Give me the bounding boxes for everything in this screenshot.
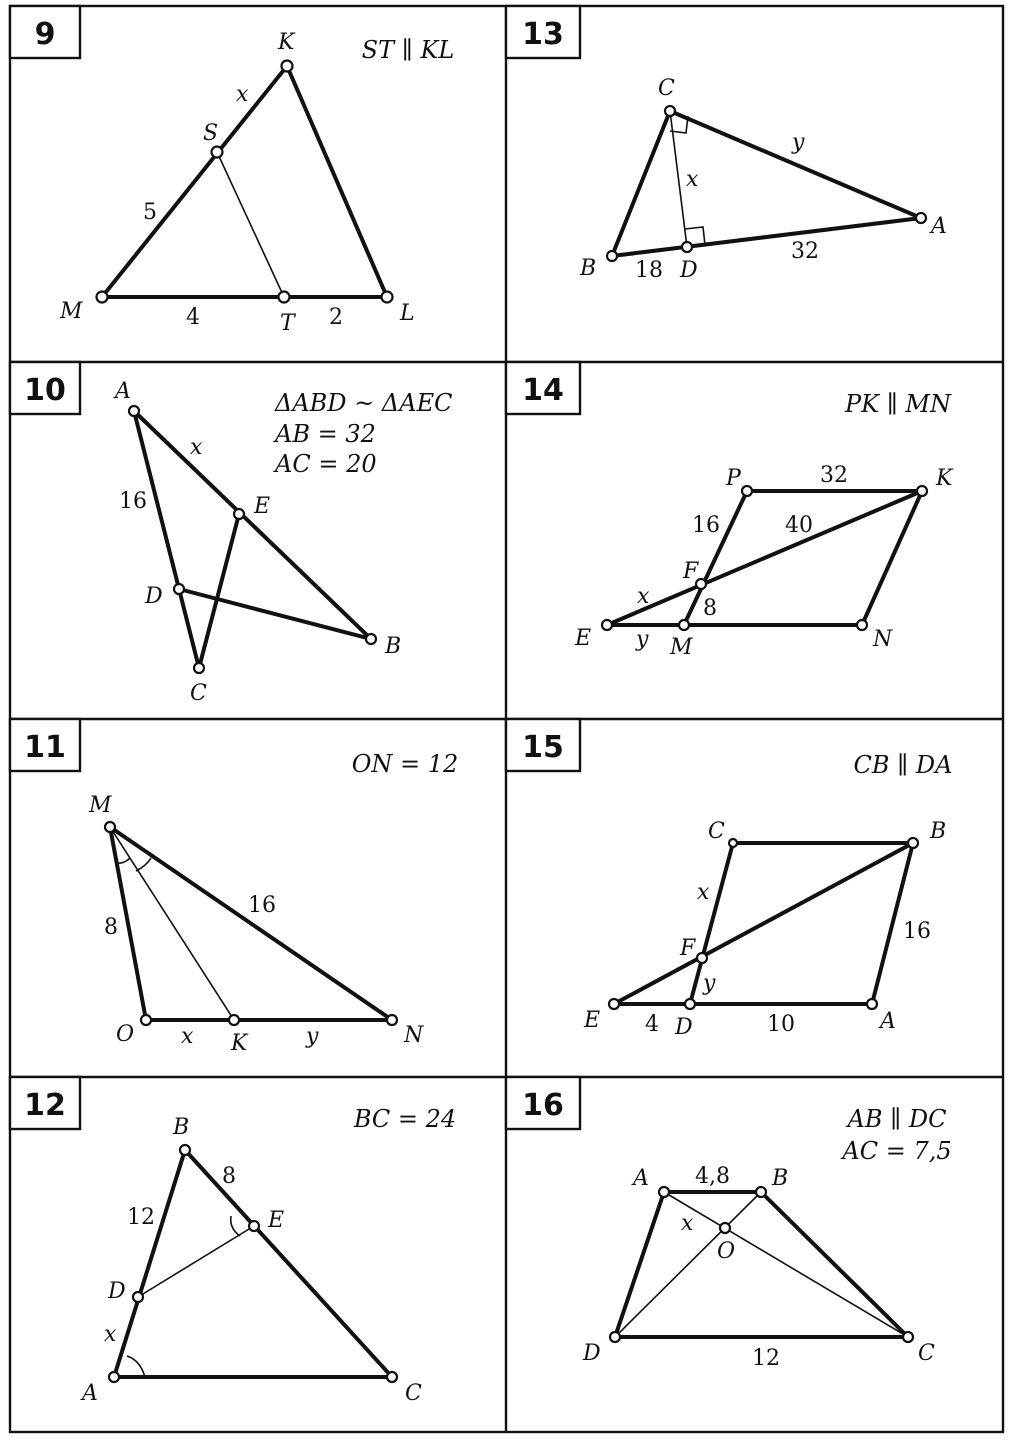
point-C bbox=[194, 663, 204, 673]
condition-line: CB ∥ DA bbox=[853, 751, 953, 779]
label-F: F bbox=[680, 936, 696, 961]
value-AB: 4,8 bbox=[695, 1164, 730, 1189]
label-E: E bbox=[575, 626, 592, 651]
label-L: L bbox=[400, 301, 415, 326]
value-KN: y bbox=[306, 1024, 319, 1049]
label-A: A bbox=[931, 214, 947, 239]
problem-number: 9 bbox=[34, 17, 56, 52]
value-SK: x bbox=[236, 82, 249, 107]
value-ED: 4 bbox=[645, 1012, 659, 1037]
point-B bbox=[908, 838, 918, 848]
point-P bbox=[742, 486, 752, 496]
condition-line: ST ∥ KL bbox=[361, 36, 455, 64]
problem-number: 10 bbox=[24, 373, 66, 408]
point-K bbox=[917, 486, 927, 496]
point-L bbox=[382, 292, 393, 303]
condition-line: ON = 12 bbox=[351, 750, 459, 778]
problem-16 bbox=[506, 1077, 952, 1371]
value-DA: x bbox=[104, 1322, 117, 1347]
point-T bbox=[279, 292, 290, 303]
problem-14 bbox=[506, 362, 954, 660]
value-MT: 4 bbox=[186, 305, 200, 330]
condition-line: ΔABD ~ ΔAEC bbox=[275, 389, 453, 417]
problem-11 bbox=[10, 719, 458, 1056]
value-PK: 32 bbox=[820, 463, 848, 488]
value-BE: 8 bbox=[222, 1164, 236, 1189]
problem-9 bbox=[10, 6, 454, 336]
label-B: B bbox=[385, 634, 402, 659]
label-E: E bbox=[268, 1208, 285, 1233]
point-B bbox=[756, 1187, 766, 1197]
label-E: E bbox=[254, 494, 271, 519]
value-MO: 8 bbox=[104, 915, 118, 940]
label-C: C bbox=[708, 819, 725, 844]
triangle-BAC bbox=[114, 1150, 392, 1377]
value-FD: y bbox=[703, 971, 716, 996]
label-M: M bbox=[89, 793, 112, 818]
label-C: C bbox=[658, 76, 675, 101]
point-D bbox=[682, 242, 692, 252]
point-A bbox=[867, 999, 877, 1009]
label-O: O bbox=[116, 1022, 135, 1047]
point-O bbox=[141, 1015, 151, 1025]
value-CD: x bbox=[686, 167, 699, 192]
problem-number: 16 bbox=[522, 1088, 564, 1123]
condition-line: AC = 20 bbox=[275, 450, 377, 478]
label-A: A bbox=[115, 379, 131, 404]
label-D: D bbox=[145, 584, 163, 609]
condition-line: AB ∥ DC bbox=[847, 1105, 947, 1133]
value-AE: x bbox=[190, 435, 203, 460]
point-B bbox=[607, 251, 617, 261]
value-DA: 32 bbox=[791, 239, 819, 264]
value-EM: y bbox=[636, 627, 649, 652]
label-C: C bbox=[918, 1341, 935, 1366]
value-MN: 16 bbox=[248, 893, 276, 918]
label-A: A bbox=[633, 1166, 649, 1191]
angle-arc-E bbox=[231, 1216, 240, 1236]
label-K: K bbox=[278, 30, 295, 55]
label-B: B bbox=[930, 819, 947, 844]
point-A bbox=[916, 213, 926, 223]
point-C bbox=[729, 839, 737, 847]
value-BD: 12 bbox=[127, 1205, 155, 1230]
label-O: O bbox=[717, 1239, 736, 1264]
angle-arc-OMK bbox=[117, 858, 130, 863]
value-AD: 16 bbox=[119, 489, 147, 514]
point-C bbox=[665, 106, 675, 116]
problem-13 bbox=[506, 6, 947, 283]
diagonal-AC bbox=[664, 1192, 908, 1337]
point-M bbox=[97, 292, 108, 303]
point-E bbox=[249, 1221, 259, 1231]
label-C: C bbox=[190, 681, 207, 706]
label-B: B bbox=[772, 1166, 789, 1191]
point-C bbox=[903, 1332, 913, 1342]
segments-KE-EM bbox=[607, 491, 922, 625]
problem-number: 15 bbox=[522, 730, 564, 765]
point-F bbox=[697, 953, 707, 963]
point-A bbox=[129, 406, 139, 416]
label-K: K bbox=[231, 1031, 248, 1056]
segment-ST bbox=[217, 152, 284, 297]
point-S bbox=[212, 147, 223, 158]
condition-line: AB = 32 bbox=[275, 420, 376, 448]
label-P: P bbox=[726, 466, 741, 491]
trapezoid-ABCD bbox=[615, 1192, 908, 1337]
triangle-MON bbox=[110, 827, 392, 1020]
label-D: D bbox=[680, 258, 698, 283]
point-D bbox=[610, 1332, 620, 1342]
label-E: E bbox=[584, 1008, 601, 1033]
label-N: N bbox=[404, 1023, 424, 1048]
problem-number: 14 bbox=[522, 373, 564, 408]
label-A: A bbox=[82, 1381, 98, 1406]
point-C bbox=[387, 1372, 397, 1382]
label-B: B bbox=[580, 256, 597, 281]
value-OK: x bbox=[181, 1024, 194, 1049]
parallelogram-CBAD bbox=[690, 843, 913, 1004]
point-N bbox=[387, 1015, 397, 1025]
point-K bbox=[282, 61, 293, 72]
label-D: D bbox=[583, 1341, 601, 1366]
condition-line: BC = 24 bbox=[353, 1105, 457, 1133]
point-E bbox=[602, 620, 612, 630]
value-BD: 18 bbox=[635, 258, 663, 283]
point-O bbox=[720, 1223, 730, 1233]
value-CA: y bbox=[792, 130, 805, 155]
problem-12 bbox=[10, 1077, 456, 1406]
label-D: D bbox=[108, 1279, 126, 1304]
condition-line: PK ∥ MN bbox=[845, 390, 951, 418]
segment-DE bbox=[138, 1226, 254, 1297]
value-FK: 40 bbox=[785, 513, 813, 538]
point-E bbox=[234, 509, 244, 519]
value-PF: 16 bbox=[692, 513, 720, 538]
label-T: T bbox=[280, 311, 295, 336]
point-D bbox=[174, 584, 184, 594]
problem-number: 13 bbox=[522, 17, 564, 52]
label-A: A bbox=[880, 1009, 896, 1034]
label-K: K bbox=[936, 466, 953, 491]
point-E bbox=[609, 999, 619, 1009]
angle-arc-KMN bbox=[136, 858, 151, 871]
label-F: F bbox=[683, 559, 699, 584]
value-MS: 5 bbox=[143, 200, 157, 225]
segments-BE-ED bbox=[614, 843, 913, 1004]
value-CF: x bbox=[697, 880, 710, 905]
label-M: M bbox=[60, 299, 83, 324]
problem-number: 12 bbox=[24, 1088, 66, 1123]
label-N: N bbox=[873, 627, 893, 652]
point-K bbox=[229, 1015, 239, 1025]
condition-line: AC = 7,5 bbox=[842, 1137, 952, 1165]
point-M bbox=[105, 822, 115, 832]
problem-10 bbox=[10, 362, 452, 706]
problem-number: 11 bbox=[24, 730, 66, 765]
value-FM: 8 bbox=[703, 596, 717, 621]
label-M: M bbox=[670, 635, 693, 660]
label-C: C bbox=[405, 1381, 422, 1406]
point-D bbox=[685, 999, 695, 1009]
triangle-CBA bbox=[612, 111, 921, 256]
label-S: S bbox=[203, 121, 219, 146]
angle-arc-A bbox=[127, 1356, 145, 1377]
problem-15 bbox=[506, 719, 952, 1040]
value-EF: x bbox=[637, 584, 650, 609]
point-A bbox=[109, 1372, 119, 1382]
parallelogram-PKNM bbox=[684, 491, 922, 625]
segments-AC-CE bbox=[134, 411, 239, 668]
value-BA: 16 bbox=[903, 919, 931, 944]
value-DC: 12 bbox=[752, 1346, 780, 1371]
label-B: B bbox=[173, 1115, 190, 1140]
value-DA: 10 bbox=[767, 1012, 795, 1037]
value-TL: 2 bbox=[329, 305, 343, 330]
point-D bbox=[133, 1292, 143, 1302]
label-D: D bbox=[675, 1015, 693, 1040]
point-B bbox=[366, 634, 376, 644]
point-B bbox=[180, 1145, 190, 1155]
point-M bbox=[679, 620, 689, 630]
value-AO: x bbox=[681, 1211, 694, 1236]
point-A bbox=[659, 1187, 669, 1197]
point-N bbox=[857, 620, 867, 630]
